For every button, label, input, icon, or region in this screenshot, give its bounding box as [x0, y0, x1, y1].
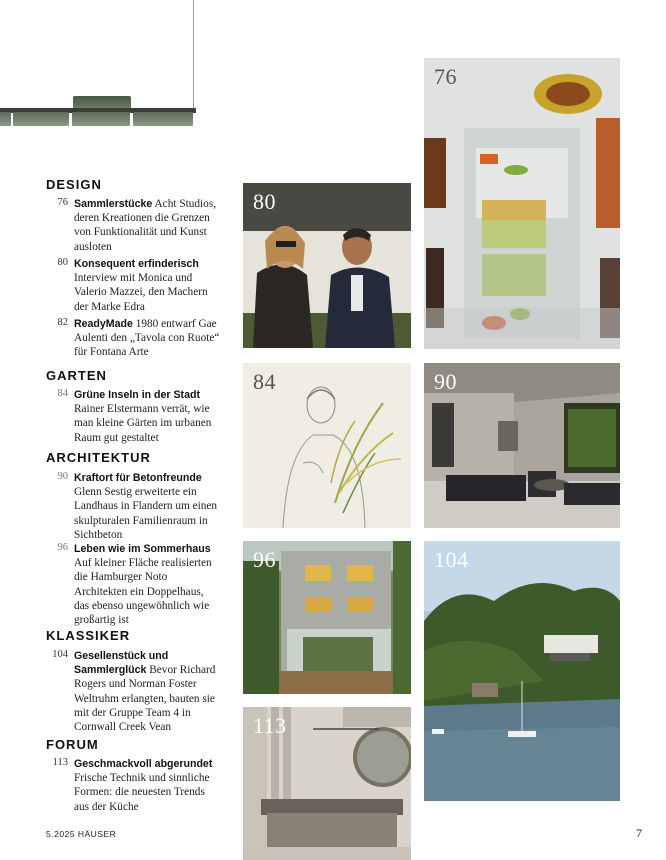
page-number: 84	[57, 388, 68, 399]
page-number: 82	[57, 317, 68, 328]
toc-entry[interactable]	[46, 388, 221, 445]
magazine-name: HÄUSER	[77, 829, 117, 839]
page-number: 113	[52, 757, 68, 768]
page-number: 80	[57, 257, 68, 268]
lamp-shade	[13, 112, 69, 126]
section-architektur: ARCHITEKTUR	[46, 450, 151, 465]
photo-page-number: 76	[434, 64, 457, 89]
issue-date: 5.2025	[46, 829, 75, 839]
photo-couple-sofa[interactable]	[243, 183, 411, 348]
entry-teaser: 1980 entwarf Gae Aulenti den „Tavola con Ruote“ für Fontana Arte	[74, 318, 220, 359]
toc-entry[interactable]	[46, 649, 221, 734]
entry-title: Gesellenstück und Sammlerglück	[74, 650, 169, 677]
folio-page-number: 7	[636, 826, 642, 840]
toc-entry[interactable]	[46, 197, 221, 254]
photo-garden-sketch[interactable]	[243, 363, 411, 528]
photo-kitchen[interactable]	[243, 707, 411, 860]
photo-cornwall-creek[interactable]	[424, 541, 620, 801]
photo-glass-lamps[interactable]	[424, 58, 620, 349]
photo-page-number: 113	[253, 713, 287, 738]
lamp-shade	[133, 112, 193, 126]
entry-title: Leben wie im Sommerhaus	[74, 543, 211, 555]
entry-title: Geschmackvoll abgerundet	[74, 758, 213, 770]
lamp-shade	[72, 112, 130, 126]
toc-entry[interactable]	[46, 471, 221, 542]
entry-title: Kraftort für Betonfreunde	[74, 472, 202, 484]
entry-teaser: Frische Technik und sinnliche Formen: die neuesten Trends aus der Küche	[74, 772, 210, 813]
toc-entry[interactable]	[46, 757, 221, 814]
lamp-shade	[0, 112, 11, 126]
toc-entry[interactable]	[46, 317, 221, 360]
entry-teaser: Interview mit Monica und Valerio Mazzei, den Machern der Marke Edra	[74, 272, 208, 313]
photo-page-number: 90	[434, 369, 457, 394]
entry-teaser: Glenn Sestig erweiterte ein Landhaus in Flandern um einen skulpturalen Familienraum in Sichtbeton	[74, 486, 218, 541]
entry-teaser: Acht Studios, deren Kreationen die Grenzen von Funktionalität und Kunst ausloten	[74, 198, 217, 253]
section-garten: GARTEN	[46, 368, 107, 383]
entry-title: ReadyMade	[74, 318, 133, 330]
photo-summer-house[interactable]	[243, 541, 411, 694]
page-number: 76	[57, 197, 68, 208]
photo-concrete-room[interactable]	[424, 363, 620, 528]
entry-teaser: Rainer Elstermann verrät, wie man kleine Gärten im urbanen Raum gut gestaltet	[74, 403, 212, 444]
toc-entry[interactable]	[46, 542, 221, 627]
page-number: 90	[57, 471, 68, 482]
page-number: 96	[57, 542, 68, 553]
entry-title: Konsequent erfinderisch	[74, 258, 199, 270]
entry-title: Grüne Inseln in der Stadt	[74, 389, 200, 401]
section-klassiker: KLASSIKER	[46, 628, 131, 643]
footer-issue	[46, 829, 116, 839]
photo-page-number: 96	[253, 547, 276, 572]
toc-entry[interactable]	[46, 257, 221, 314]
entry-teaser: Bevor Richard Rogers und Norman Foster Weltruhm erlangten, bauten sie mit der Gruppe Team 4 in Cornwall Creek Vean	[74, 664, 216, 734]
page-number: 104	[52, 649, 68, 660]
photo-page-number: 84	[253, 369, 276, 394]
lamp-cord	[193, 0, 194, 110]
section-design: DESIGN	[46, 177, 102, 192]
entry-teaser: Auf kleiner Fläche realisierten die Hamburger Noto Architekten ein Doppelhaus, das ebenso ungewöhnlich wie großartig ist	[74, 557, 212, 627]
section-forum: FORUM	[46, 737, 99, 752]
photo-page-number: 80	[253, 189, 276, 214]
photo-page-number: 104	[434, 547, 469, 572]
entry-title: Sammlerstücke	[74, 198, 153, 210]
